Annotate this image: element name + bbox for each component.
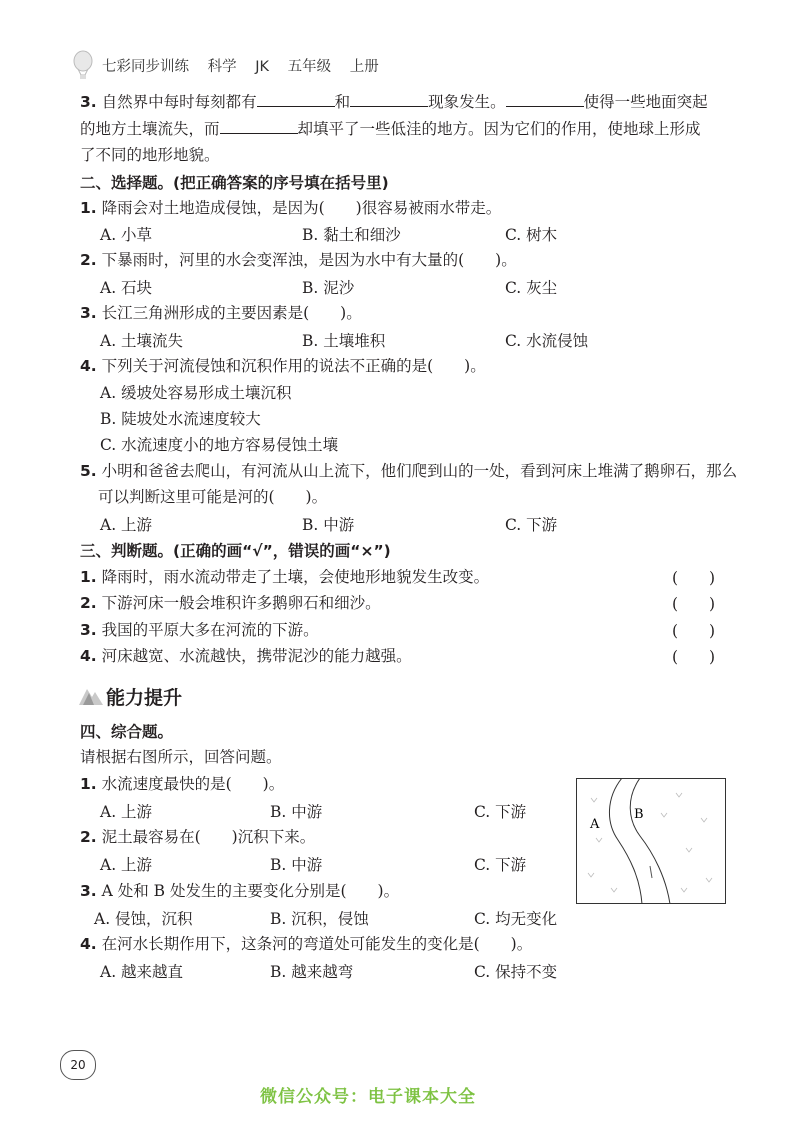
option-c[interactable]: C. 下游 <box>474 856 527 874</box>
answer-paren[interactable]: ( ) <box>672 648 716 666</box>
figure-label-a: A <box>590 817 600 832</box>
river-bend-figure <box>576 778 726 904</box>
choice-question-5: 5. 小明和爸爸去爬山，有河流从山上流下，他们爬到山的一处，看到河床上堆满了鹅卵石，那么 <box>80 462 738 480</box>
option-a[interactable]: A. 缓坡处容易形成土壤沉积 <box>100 384 292 402</box>
judge-question-4: 4. 河床越宽、水流越快，携带泥沙的能力越强。 <box>80 647 412 665</box>
option-c[interactable]: C. 下游 <box>505 516 558 534</box>
judge-question-2: 2. 下游河床一般会堆积许多鹅卵石和细沙。 <box>80 594 381 612</box>
answer-blank[interactable] <box>257 90 335 107</box>
section-title-choice: 二、选择题。(把正确答案的序号填在括号里) <box>80 174 389 192</box>
header-subject: 科学 <box>207 59 237 75</box>
fill-question-3: 3. 自然界中每时每刻都有 和 现象发生。 使得一些地面突起 <box>80 90 708 113</box>
comp-question-3: 3. A 处和 B 处发生的主要变化分别是( )。 <box>80 882 400 900</box>
option-b[interactable]: B. 土壤堆积 <box>302 332 386 350</box>
choice-question-4: 4. 下列关于河流侵蚀和沉积作用的说法不正确的是( )。 <box>80 357 486 375</box>
option-c[interactable]: C. 水流侵蚀 <box>505 332 589 350</box>
option-a[interactable]: A. 土壤流失 <box>100 332 184 350</box>
option-b[interactable]: B. 黏土和细沙 <box>302 226 401 244</box>
option-a[interactable]: A. 上游 <box>100 516 153 534</box>
option-a[interactable]: A. 上游 <box>100 856 153 874</box>
comp-question-2: 2. 泥土最容易在( )沉积下来。 <box>80 828 316 846</box>
option-b[interactable]: B. 中游 <box>302 516 355 534</box>
option-c[interactable]: C. 均无变化 <box>474 910 558 928</box>
option-b[interactable]: B. 泥沙 <box>302 279 355 297</box>
choice-question-1: 1. 降雨会对土地造成侵蚀，是因为( )很容易被雨水带走。 <box>80 199 502 217</box>
choice-question-5-line2: 可以判断这里可能是河的( )。 <box>98 488 328 506</box>
option-a[interactable]: A. 石块 <box>100 279 153 297</box>
answer-blank[interactable] <box>350 90 428 107</box>
option-c[interactable]: C. 下游 <box>474 803 527 821</box>
option-a[interactable]: A. 侵蚀，沉积 <box>94 910 193 928</box>
option-c[interactable]: C. 树木 <box>505 226 558 244</box>
mountain-icon <box>78 684 104 706</box>
option-a[interactable]: A. 上游 <box>100 803 153 821</box>
section-title-comprehensive: 四、综合题。 <box>80 723 174 741</box>
option-c[interactable]: C. 保持不变 <box>474 963 558 981</box>
option-b[interactable]: B. 沉积，侵蚀 <box>270 910 369 928</box>
header-grade: 五年级 <box>287 59 332 75</box>
option-b[interactable]: B. 越来越弯 <box>270 963 354 981</box>
comp-question-4: 4. 在河水长期作用下，这条河的弯道处可能发生的变化是( )。 <box>80 935 533 953</box>
balloon-logo-icon <box>72 50 96 80</box>
section-title-advance: 能力提升 <box>106 687 183 709</box>
option-b[interactable]: B. 中游 <box>270 803 323 821</box>
option-c[interactable]: C. 水流速度小的地方容易侵蚀土壤 <box>100 436 339 454</box>
section-title-judge: 三、判断题。(正确的画“√”，错误的画“×”) <box>80 542 391 560</box>
fill-question-3-line3: 了不同的地形地貌。 <box>80 146 220 164</box>
answer-paren[interactable]: ( ) <box>672 622 716 640</box>
judge-question-1: 1. 降雨时，雨水流动带走了土壤，会使地形地貌发生改变。 <box>80 568 490 586</box>
comp-intro: 请根据右图所示，回答问题。 <box>80 748 282 766</box>
page-header <box>102 55 393 76</box>
answer-paren[interactable]: ( ) <box>672 595 716 613</box>
answer-blank[interactable] <box>220 117 298 134</box>
page-number: 20 <box>60 1050 96 1080</box>
judge-question-3: 3. 我国的平原大多在河流的下游。 <box>80 621 319 639</box>
comp-question-1: 1. 水流速度最快的是( )。 <box>80 775 285 793</box>
option-b[interactable]: B. 中游 <box>270 856 323 874</box>
header-volume: 上册 <box>349 59 379 75</box>
answer-paren[interactable]: ( ) <box>672 569 716 587</box>
option-c[interactable]: C. 灰尘 <box>505 279 558 297</box>
header-edition: JK <box>255 59 270 75</box>
option-a[interactable]: A. 小草 <box>100 226 153 244</box>
header-series: 七彩同步训练 <box>102 59 189 75</box>
figure-label-b: B <box>634 807 644 822</box>
option-a[interactable]: A. 越来越直 <box>100 963 184 981</box>
fill-question-3-line2: 的地方土壤流失，而 却填平了一些低洼的地方。因为它们的作用，使地球上形成 <box>80 117 701 140</box>
option-b[interactable]: B. 陡坡处水流速度较大 <box>100 410 261 428</box>
footer-watermark: 微信公众号：电子课本大全 <box>260 1087 476 1107</box>
choice-question-2: 2. 下暴雨时，河里的水会变浑浊，是因为水中有大量的( )。 <box>80 251 517 269</box>
choice-question-3: 3. 长江三角洲形成的主要因素是( )。 <box>80 304 362 322</box>
answer-blank[interactable] <box>506 90 584 107</box>
